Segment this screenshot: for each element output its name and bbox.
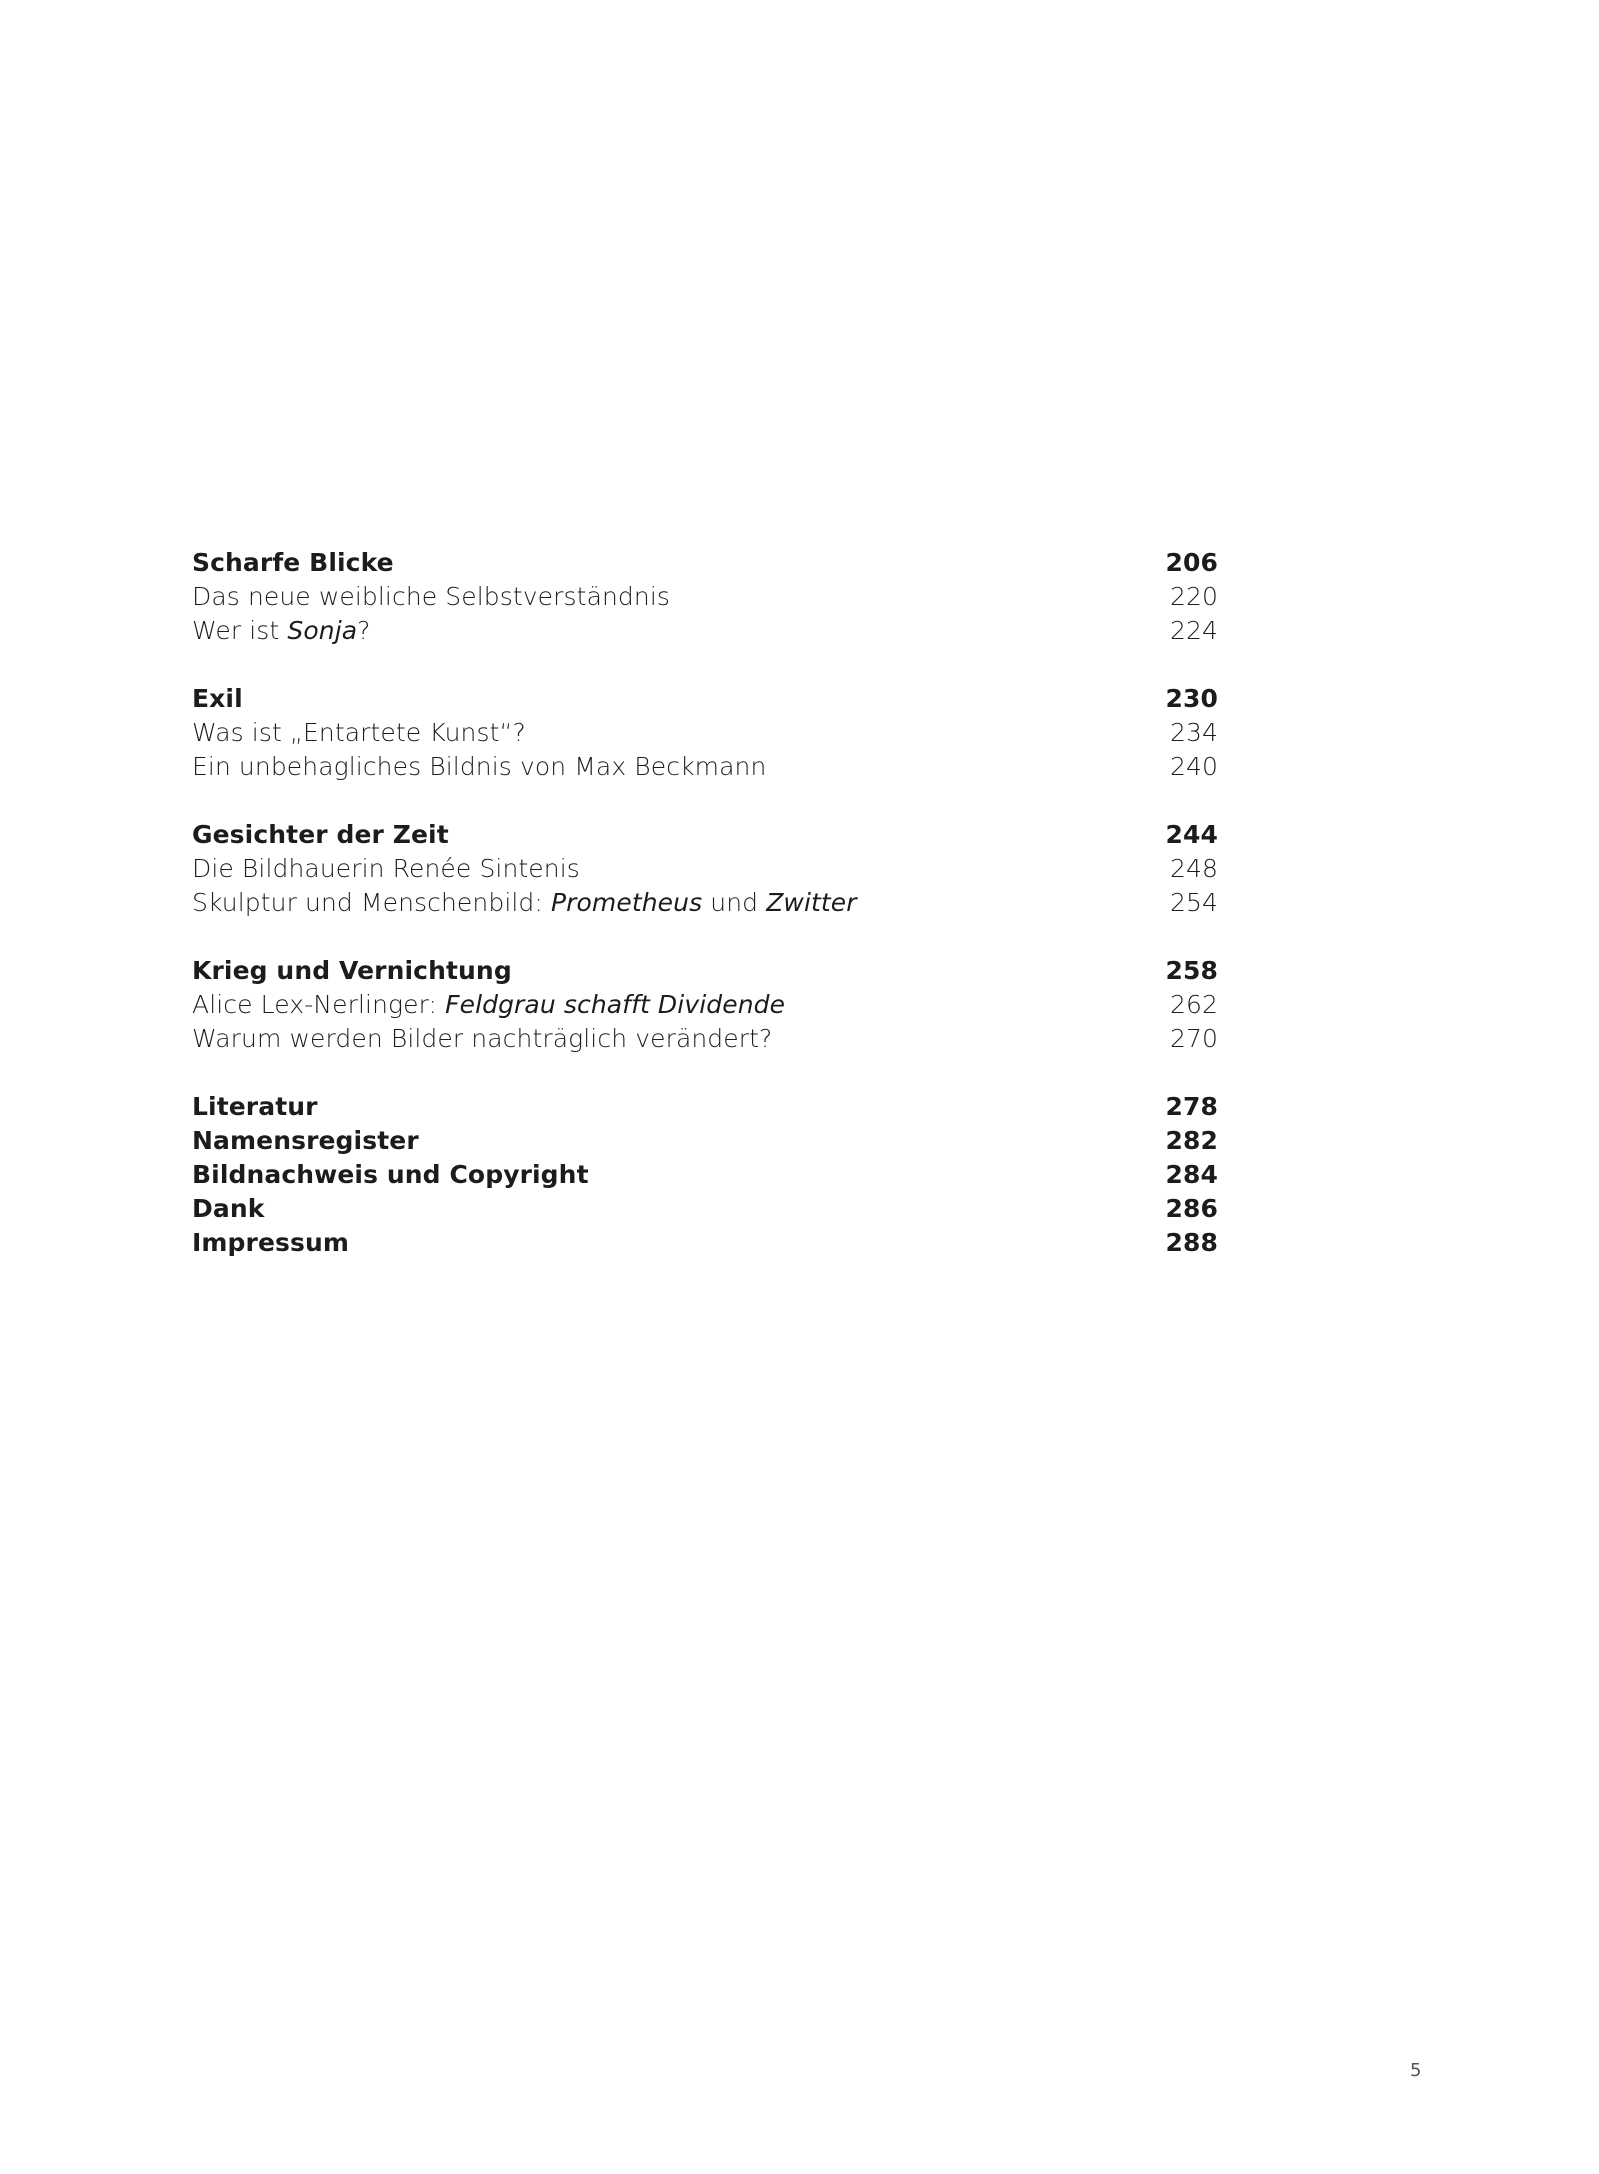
toc-entry-title [192, 580, 670, 614]
toc-entry-page: 220 [1169, 582, 1218, 611]
toc-entry-title-part: Alice Lex-Nerlinger: [192, 990, 446, 1019]
toc-entry-title-part: Namensregister [192, 1126, 419, 1155]
toc-entry-page: 240 [1169, 752, 1218, 781]
toc-entry-title [192, 1192, 264, 1226]
toc-entry-title [192, 1124, 419, 1158]
toc-heading-entry[interactable] [192, 546, 1218, 580]
toc-entry-title-part: Gesichter der Zeit [192, 820, 449, 849]
toc-heading-entry[interactable] [192, 1124, 1218, 1158]
toc-entry[interactable] [192, 580, 1218, 614]
toc-entry-title-part: Literatur [192, 1092, 318, 1121]
toc-entry-title-part: Die Bildhauerin Renée Sintenis [192, 854, 580, 883]
toc-entry-title [192, 852, 580, 886]
toc-entry-title [192, 750, 766, 784]
toc-entry-page: 262 [1169, 990, 1218, 1019]
toc-entry-title [192, 1090, 318, 1124]
toc-entry-title-part: Scharfe Blicke [192, 548, 394, 577]
toc-entry-title-italic: Prometheus [550, 888, 703, 917]
toc-entry-title-part: Skulptur und Menschenbild: [192, 888, 551, 917]
toc-heading-entry[interactable] [192, 954, 1218, 988]
toc-section [192, 1090, 1218, 1260]
toc-entry-page: 206 [1165, 548, 1218, 577]
toc-entry-title [192, 716, 526, 750]
toc-entry[interactable] [192, 614, 1218, 648]
toc-entry[interactable] [192, 852, 1218, 886]
toc-entry-title-part: Warum werden Bilder nachträglich verändert? [192, 1024, 773, 1053]
toc-entry-page: 258 [1165, 956, 1218, 985]
toc-entry-page: 286 [1165, 1194, 1218, 1223]
toc-heading-entry[interactable] [192, 1090, 1218, 1124]
toc-entry-page: 248 [1169, 854, 1218, 883]
toc-entry-title [192, 954, 512, 988]
toc-section [192, 682, 1218, 784]
toc-entry-title-italic: Feldgrau schafft Dividende [445, 990, 786, 1019]
toc-entry-title-part: Was ist „Entartete Kunst“? [192, 718, 526, 747]
toc-section [192, 954, 1218, 1056]
toc-entry-title-part: Krieg und Vernichtung [192, 956, 512, 985]
toc-entry-title [192, 818, 449, 852]
toc-entry-title-part: und [702, 888, 767, 917]
toc-entry[interactable] [192, 988, 1218, 1022]
toc-entry-title [192, 682, 243, 716]
toc-entry-page: 284 [1165, 1160, 1218, 1189]
toc-entry-title [192, 614, 371, 648]
toc-entry-title-italic: Zwitter [766, 888, 857, 917]
toc-entry-title-part: Bildnachweis und Copyright [192, 1160, 589, 1189]
toc-entry[interactable] [192, 750, 1218, 784]
toc-entry[interactable] [192, 1022, 1218, 1056]
toc-section [192, 818, 1218, 920]
toc-entry-title [192, 988, 785, 1022]
toc-entry-title [192, 886, 857, 920]
toc-entry-title-part: ? [357, 616, 371, 645]
toc-entry-title [192, 1226, 349, 1260]
toc-heading-entry[interactable] [192, 1226, 1218, 1260]
toc-entry-page: 230 [1165, 684, 1218, 713]
toc-entry-title-part: Dank [192, 1194, 265, 1223]
toc-entry-title-part: Impressum [192, 1228, 350, 1257]
toc-entry-title-part: Ein unbehagliches Bildnis von Max Beckmann [192, 752, 767, 781]
toc-entry-page: 234 [1169, 718, 1218, 747]
table-of-contents [192, 546, 1218, 1294]
toc-entry-title-part: Wer ist [192, 616, 288, 645]
toc-entry-page: 224 [1169, 616, 1218, 645]
toc-heading-entry[interactable] [192, 682, 1218, 716]
toc-entry-title [192, 1022, 772, 1056]
toc-entry-page: 254 [1169, 888, 1218, 917]
toc-heading-entry[interactable] [192, 818, 1218, 852]
toc-entry-page: 270 [1169, 1024, 1218, 1053]
toc-entry-page: 278 [1165, 1092, 1218, 1121]
toc-heading-entry[interactable] [192, 1192, 1218, 1226]
toc-heading-entry[interactable] [192, 1158, 1218, 1192]
toc-entry-title-italic: Sonja [287, 616, 358, 645]
toc-entry-page: 282 [1165, 1126, 1218, 1155]
toc-entry[interactable] [192, 716, 1218, 750]
toc-entry-title [192, 546, 394, 580]
page-number: 5 [1410, 2060, 1422, 2081]
toc-entry-page: 288 [1165, 1228, 1218, 1257]
toc-entry-title [192, 1158, 589, 1192]
toc-entry[interactable] [192, 886, 1218, 920]
toc-entry-page: 244 [1165, 820, 1218, 849]
toc-section [192, 546, 1218, 648]
toc-entry-title-part: Exil [192, 684, 243, 713]
toc-entry-title-part: Das neue weibliche Selbstverständnis [192, 582, 671, 611]
